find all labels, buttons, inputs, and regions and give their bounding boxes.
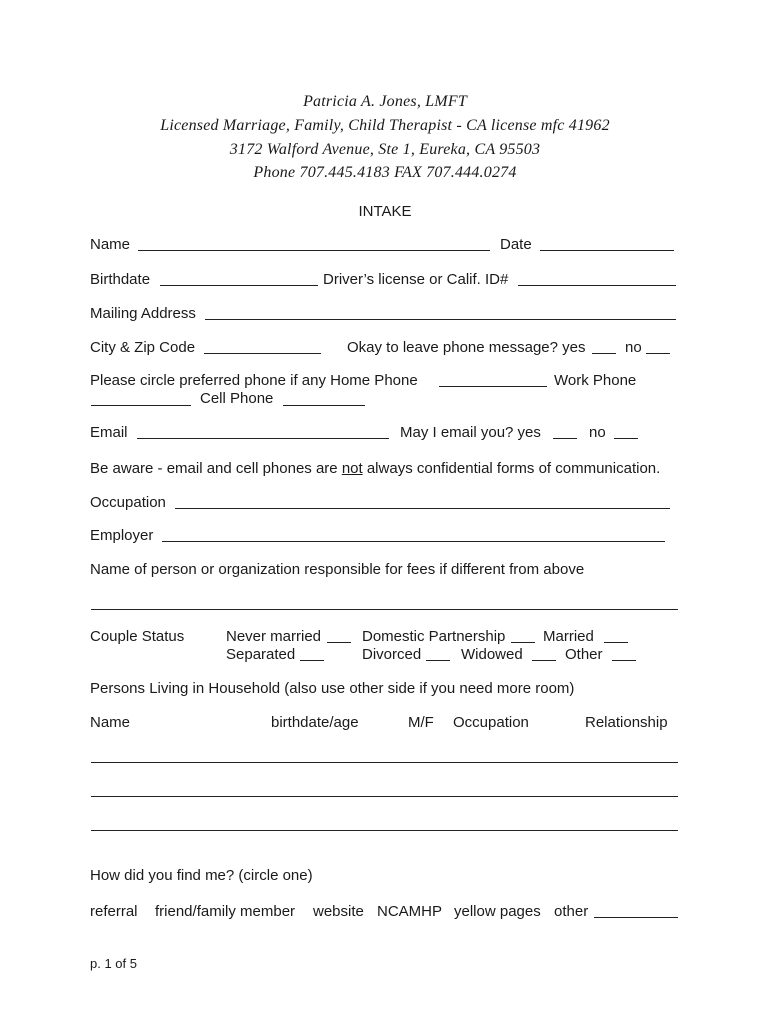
drivers-license-field[interactable]: [518, 285, 676, 286]
notice-prefix: Be aware - email and cell phones are: [90, 460, 342, 477]
birthdate-field[interactable]: [160, 285, 318, 286]
work-phone-field[interactable]: [91, 405, 191, 406]
notice-not: not: [341, 460, 363, 477]
phone-message-yes-field[interactable]: [592, 353, 616, 354]
phone-message-label: Okay to leave phone message? yes: [347, 339, 586, 356]
household-row-line[interactable]: [91, 830, 678, 831]
referral-other-field[interactable]: [594, 917, 678, 918]
household-row-line[interactable]: [91, 762, 678, 763]
email-field[interactable]: [137, 438, 389, 439]
household-col-occupation: Occupation: [453, 714, 529, 731]
referral-question: How did you find me? (circle one): [90, 867, 313, 884]
other-status-field[interactable]: [612, 660, 636, 661]
cell-phone-field[interactable]: [283, 405, 365, 406]
city-zip-label: City & Zip Code: [90, 339, 196, 356]
may-email-yes-field[interactable]: [553, 438, 577, 439]
household-heading: Persons Living in Household (also use other side if you need more room): [90, 680, 575, 697]
never-married-field[interactable]: [327, 642, 351, 643]
separated-field[interactable]: [300, 660, 324, 661]
referral-option-yellow-pages[interactable]: yellow pages: [454, 903, 541, 920]
city-zip-field[interactable]: [204, 353, 321, 354]
date-field[interactable]: [540, 250, 674, 251]
may-email-label: May I email you? yes: [400, 424, 541, 441]
separated-label: Separated: [226, 646, 296, 663]
cell-phone-label: Cell Phone: [200, 390, 274, 407]
drivers-license-label: Driver’s license or Calif. ID#: [323, 271, 509, 288]
page-number: p. 1 of 5: [90, 956, 137, 971]
mailing-address-label: Mailing Address: [90, 305, 196, 322]
referral-option-website[interactable]: website: [313, 903, 364, 920]
phone-fax-line: Phone 707.445.4183 FAX 707.444.0274: [253, 164, 517, 181]
married-label: Married: [543, 628, 594, 645]
home-phone-field[interactable]: [439, 386, 547, 387]
name-label: Name: [90, 236, 131, 253]
domestic-partnership-label: Domestic Partnership: [362, 628, 506, 645]
household-col-birthdate: birthdate/age: [271, 714, 359, 731]
fees-responsible-label: Name of person or organization responsible for fees if different from above: [90, 561, 585, 578]
address-line: 3172 Walford Avenue, Ste 1, Eureka, CA 95503: [229, 141, 541, 158]
may-email-no-label: no: [589, 424, 606, 441]
household-row-line[interactable]: [91, 796, 678, 797]
referral-option-other[interactable]: other: [554, 903, 589, 920]
domestic-partnership-field[interactable]: [511, 642, 535, 643]
never-married-label: Never married: [226, 628, 322, 645]
may-email-no-field[interactable]: [614, 438, 638, 439]
therapist-name: Patricia A. Jones, LMFT: [303, 93, 467, 110]
divorced-label: Divorced: [362, 646, 422, 663]
referral-option-ncamhp[interactable]: NCAMHP: [377, 903, 443, 920]
divorced-field[interactable]: [426, 660, 450, 661]
household-col-relationship: Relationship: [585, 714, 668, 731]
employer-field[interactable]: [162, 541, 665, 542]
couple-status-label: Couple Status: [90, 628, 185, 645]
phone-message-no-label: no: [625, 339, 642, 356]
employer-label: Employer: [90, 527, 154, 544]
notice-suffix: always confidential forms of communication.: [362, 460, 661, 477]
license-line: Licensed Marriage, Family, Child Therapist - CA license mfc 41962: [160, 117, 610, 134]
other-status-label: Other: [565, 646, 603, 663]
referral-option-friend-family[interactable]: friend/family member: [155, 903, 296, 920]
household-col-sex: M/F: [408, 714, 434, 731]
preferred-phone-label: Please circle preferred phone if any Home Phone: [90, 372, 418, 389]
birthdate-label: Birthdate: [90, 271, 151, 288]
household-col-name: Name: [90, 714, 131, 731]
date-label: Date: [500, 236, 532, 253]
name-field[interactable]: [138, 250, 490, 251]
mailing-address-field[interactable]: [205, 319, 676, 320]
form-title: INTAKE: [358, 203, 412, 220]
widowed-label: Widowed: [461, 646, 523, 663]
work-phone-label: Work Phone: [554, 372, 637, 389]
referral-option-referral[interactable]: referral: [90, 903, 138, 920]
confidentiality-notice: [90, 460, 660, 478]
occupation-field[interactable]: [175, 508, 670, 509]
occupation-label: Occupation: [90, 494, 166, 511]
email-label: Email: [90, 424, 128, 441]
phone-message-no-field[interactable]: [646, 353, 670, 354]
married-field[interactable]: [604, 642, 628, 643]
fees-responsible-field[interactable]: [91, 609, 678, 610]
widowed-field[interactable]: [532, 660, 556, 661]
